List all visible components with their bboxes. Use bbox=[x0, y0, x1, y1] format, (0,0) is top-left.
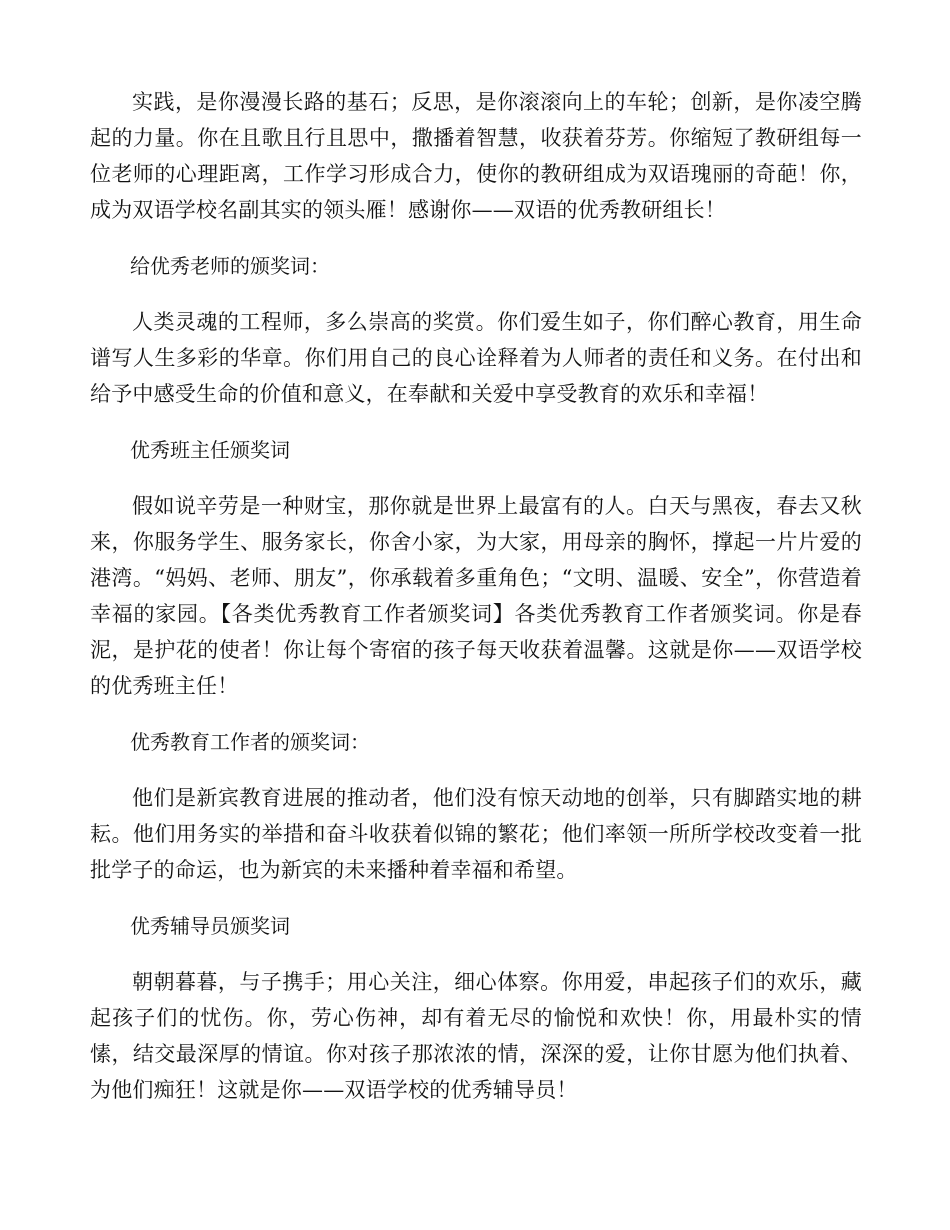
heading-excellent-teacher: 给优秀老师的颁奖词： bbox=[130, 254, 330, 278]
heading-education-worker: 优秀教育工作者的颁奖词： bbox=[130, 730, 370, 754]
paragraph-excellent-teacher: 人类灵魂的工程师，多么崇高的奖赏。你们爱生如子，你们醉心教育，用生命谱写人生多彩的华章。你们用自己的良心诠释着为人师者的责任和义务。在付出和给予中感受生命的价值和意义，在奉献和关爱中享受教育的欢乐和幸福！ bbox=[90, 310, 862, 406]
heading-counselor: 优秀辅导员颁奖词 bbox=[130, 914, 290, 938]
paragraph-education-worker: 他们是新宾教育进展的推动者，他们没有惊天动地的创举，只有脚踏实地的耕耘。他们用务实的举措和奋斗收获着似锦的繁花；他们率领一所所学校改变着一批批学子的命运，也为新宾的未来播种着幸福和希望。 bbox=[90, 786, 862, 882]
document-page bbox=[90, 84, 862, 1108]
paragraph-counselor: 朝朝暮暮，与子携手；用心关注，细心体察。你用爱，串起孩子们的欢乐，藏起孩子们的忧伤。你，劳心伤神，却有着无尽的愉悦和欢快！你，用最朴实的情愫，结交最深厚的情谊。你对孩子那浓浓的情，深深的爱，让你甘愿为他们执着、为他们痴狂！这就是你——双语学校的优秀辅导员！ bbox=[90, 970, 862, 1102]
paragraph-head-teacher: 假如说辛劳是一种财宝，那你就是世界上最富有的人。白天与黑夜，春去又秋来，你服务学生、服务家长，你舍小家，为大家，用母亲的胸怀，撑起一片片爱的港湾。“妈妈、老师、朋友”，你承载着多重角色；“文明、温暖、安全”，你营造着幸福的家园。【各类优秀教育工作者颁奖词】各类优秀教育工作者颁奖词。你是春泥，是护花的使者！你让每个寄宿的孩子每天收获着温馨。这就是你——双语学校的优秀班主任！ bbox=[90, 494, 862, 698]
heading-head-teacher: 优秀班主任颁奖词 bbox=[130, 438, 290, 462]
paragraph-research-group-leader: 实践，是你漫漫长路的基石；反思，是你滚滚向上的车轮；创新，是你凌空腾起的力量。你在且歌且行且思中，撒播着智慧，收获着芬芳。你缩短了教研组每一位老师的心理距离，工作学习形成合力，使你的教研组成为双语瑰丽的奇葩！你，成为双语学校名副其实的领头雁！感谢你——双语的优秀教研组长！ bbox=[90, 90, 862, 222]
